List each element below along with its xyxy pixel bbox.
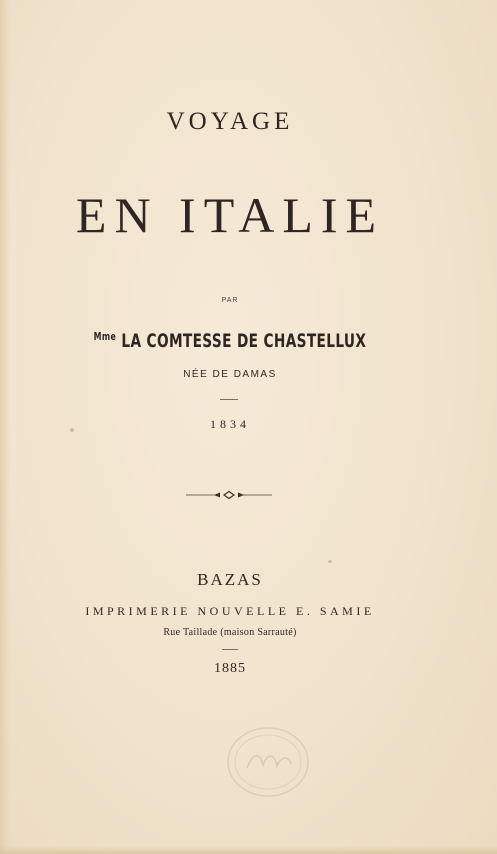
ornament-divider-icon bbox=[184, 489, 274, 501]
publication-place: BAZAS bbox=[197, 570, 263, 589]
by-label: PAR bbox=[221, 297, 239, 304]
author-maiden-name: NÉE DE DAMAS bbox=[183, 369, 277, 380]
library-stamp-icon bbox=[223, 722, 313, 802]
divider-rule-2 bbox=[222, 649, 238, 650]
publication-year: 1885 bbox=[214, 661, 246, 676]
printer-address: Rue Taillade (maison Sarrauté) bbox=[163, 627, 297, 638]
author-line bbox=[64, 330, 395, 352]
foxing-spot bbox=[328, 560, 332, 563]
printer-name: IMPRIMERIE NOUVELLE E. SAMIE bbox=[85, 604, 375, 618]
author-prefix: Mme bbox=[93, 330, 117, 343]
title-line-2: EN ITALIE bbox=[75, 187, 385, 243]
author-name: LA COMTESSE DE CHASTELLUX bbox=[121, 330, 367, 352]
divider-rule bbox=[220, 399, 238, 400]
title-line-1: VOYAGE bbox=[166, 108, 294, 135]
foxing-spot bbox=[70, 428, 74, 432]
travel-year: 1834 bbox=[210, 417, 250, 431]
